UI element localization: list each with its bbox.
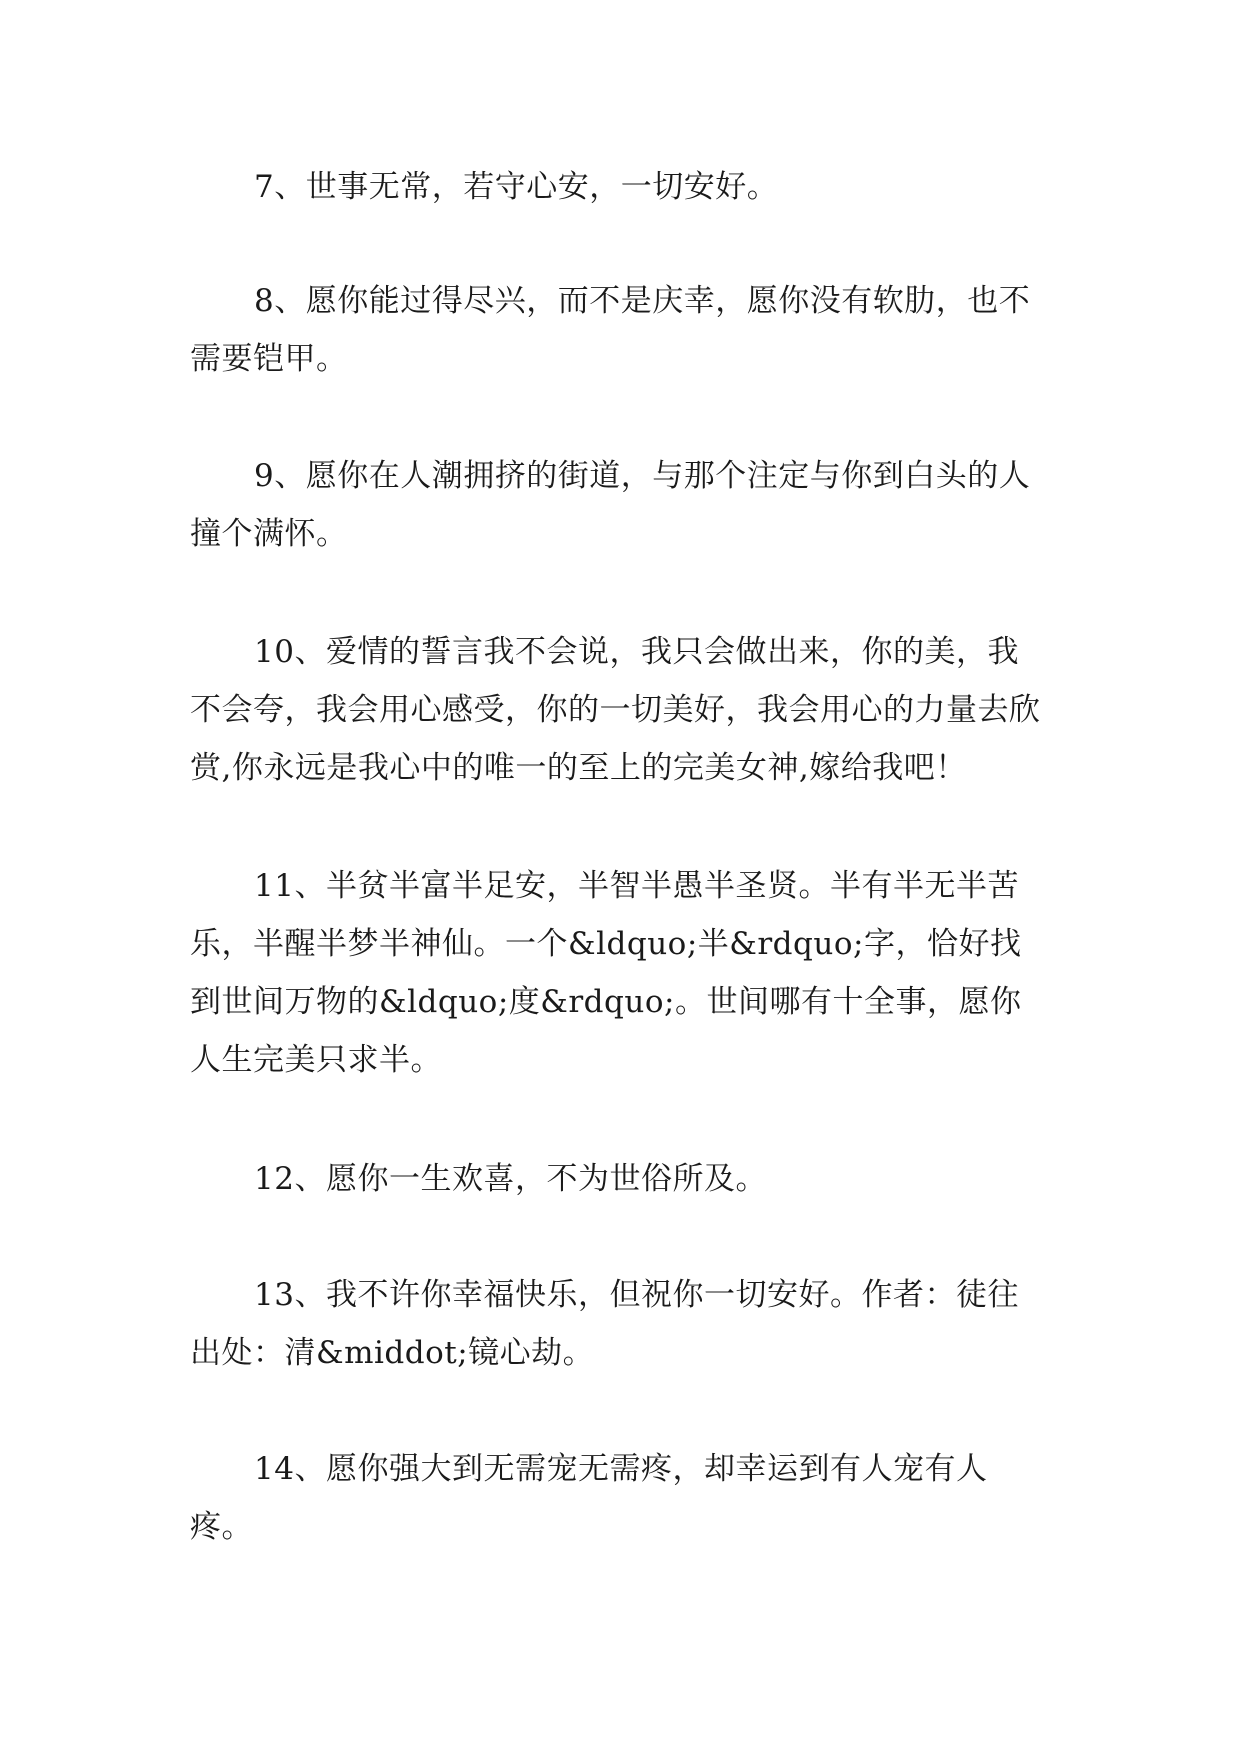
paragraph-13: 13、我不许你幸福快乐，但祝你一切安好。作者：徒往出处：清&middot;镜心劫。 — [190, 1277, 1019, 1371]
paragraph-10: 10、爱情的誓言我不会说，我只会做出来，你的美，我不会夸，我会用心感受，你的一切美好，我会用心的力量去欣赏,你永远是我心中的唯一的至上的完美女神,嫁给我吧！ — [190, 634, 1041, 786]
paragraph-11: 11、半贫半富半足安，半智半愚半圣贤。半有半无半苦乐，半醒半梦半神仙。一个&ldquo;半&rdquo;字，恰好找到世间万物的&ldquo;度&rdquo;。世间哪有十全事，愿你人生完美只求半。 — [190, 868, 1022, 1078]
paragraph-14: 14、愿你强大到无需宠无需疼，却幸运到有人宠有人疼。 — [190, 1451, 988, 1545]
paragraph-9: 9、愿你在人潮拥挤的街道，与那个注定与你到白头的人撞个满怀。 — [190, 458, 1031, 552]
paragraph-7: 7、世事无常，若守心安，一切安好。 — [254, 169, 779, 205]
paragraph-12: 12、愿你一生欢喜，不为世俗所及。 — [254, 1161, 767, 1197]
paragraph-8: 8、愿你能过得尽兴，而不是庆幸，愿你没有软肋，也不需要铠甲。 — [190, 283, 1031, 377]
